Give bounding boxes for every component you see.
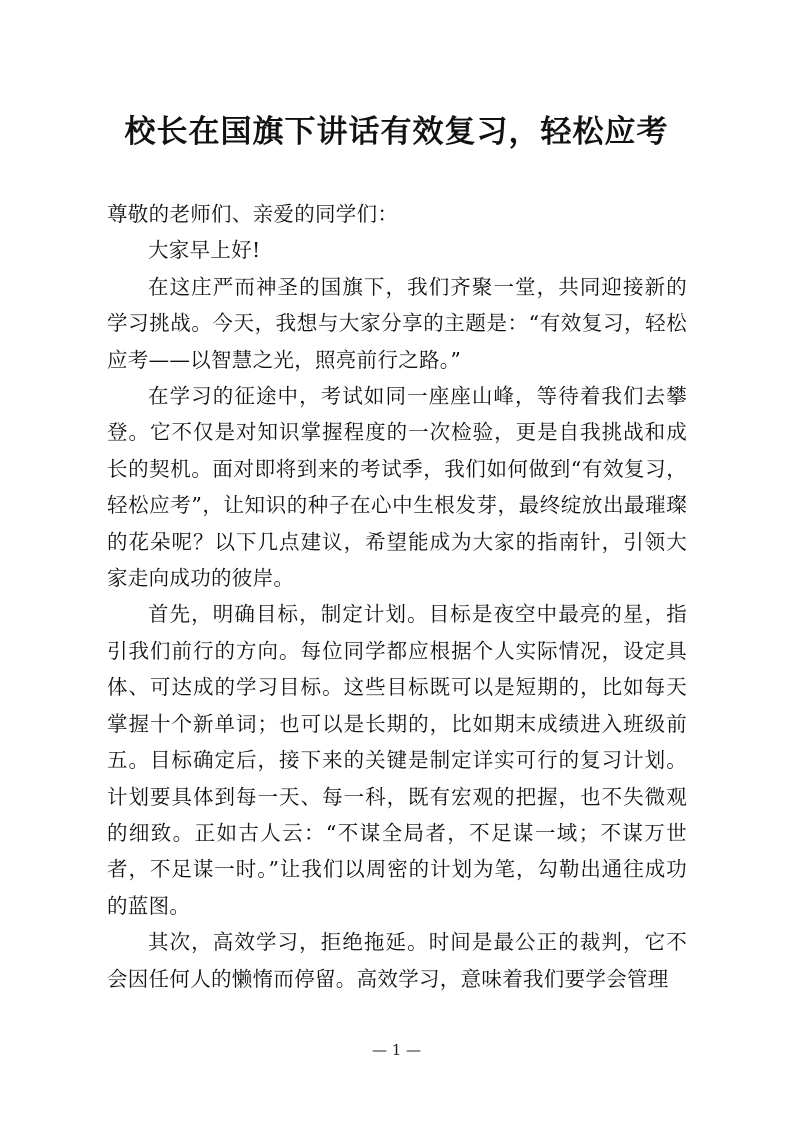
- paragraph-intro: 在这庄严而神圣的国旗下，我们齐聚一堂，共同迎接新的学习挑战。今天，我想与大家分享的主题是：“有效复习，轻松应考——以智慧之光，照亮前行之路。”: [107, 274, 687, 372]
- paragraph-greeting: 大家早上好!: [148, 238, 261, 263]
- page-title: 校长在国旗下讲话有效复习，轻松应考: [124, 114, 669, 150]
- paragraph-efficiency: 其次，高效学习，拒绝拖延。时间是最公正的裁判，它不会因任何人的懒惰而停留。高效学习，意味着我们要学会管理: [107, 930, 687, 991]
- page-number: — 1 —: [371, 1041, 422, 1059]
- paragraph-exam: 在学习的征途中，考试如同一座座山峰，等待着我们去攀登。它不仅是对知识掌握程度的一次检验，更是自我挑战和成长的契机。面对即将到来的考试季，我们如何做到“有效复习，轻松应考”，让知识的种子在心中生根发芽，最终绽放出最璀璨的花朵呢？以下几点建议，希望能成为大家的指南针，引领大家走向成功的彼岸。: [107, 384, 687, 591]
- paragraph-goals: 首先，明确目标，制定计划。目标是夜空中最亮的星，指引我们前行的方向。每位同学都应根据个人实际情况，设定具体、可达成的学习目标。这些目标既可以是短期的，比如每天掌握十个新单词；也可以是长期的，比如期末成绩进入班级前五。目标确定后，接下来的关键是制定详实可行的复习计划。计划要具体到每一天、每一科，既有宏观的把握，也不失微观的细致。正如古人云：“不谋全局者，不足谋一域；不谋万世者，不足谋一时。”让我们以周密的计划为笔，勾勒出通往成功的蓝图。: [107, 602, 687, 918]
- speech-body: [107, 196, 687, 997]
- salutation: 尊敬的老师们、亲爱的同学们：: [107, 202, 399, 226]
